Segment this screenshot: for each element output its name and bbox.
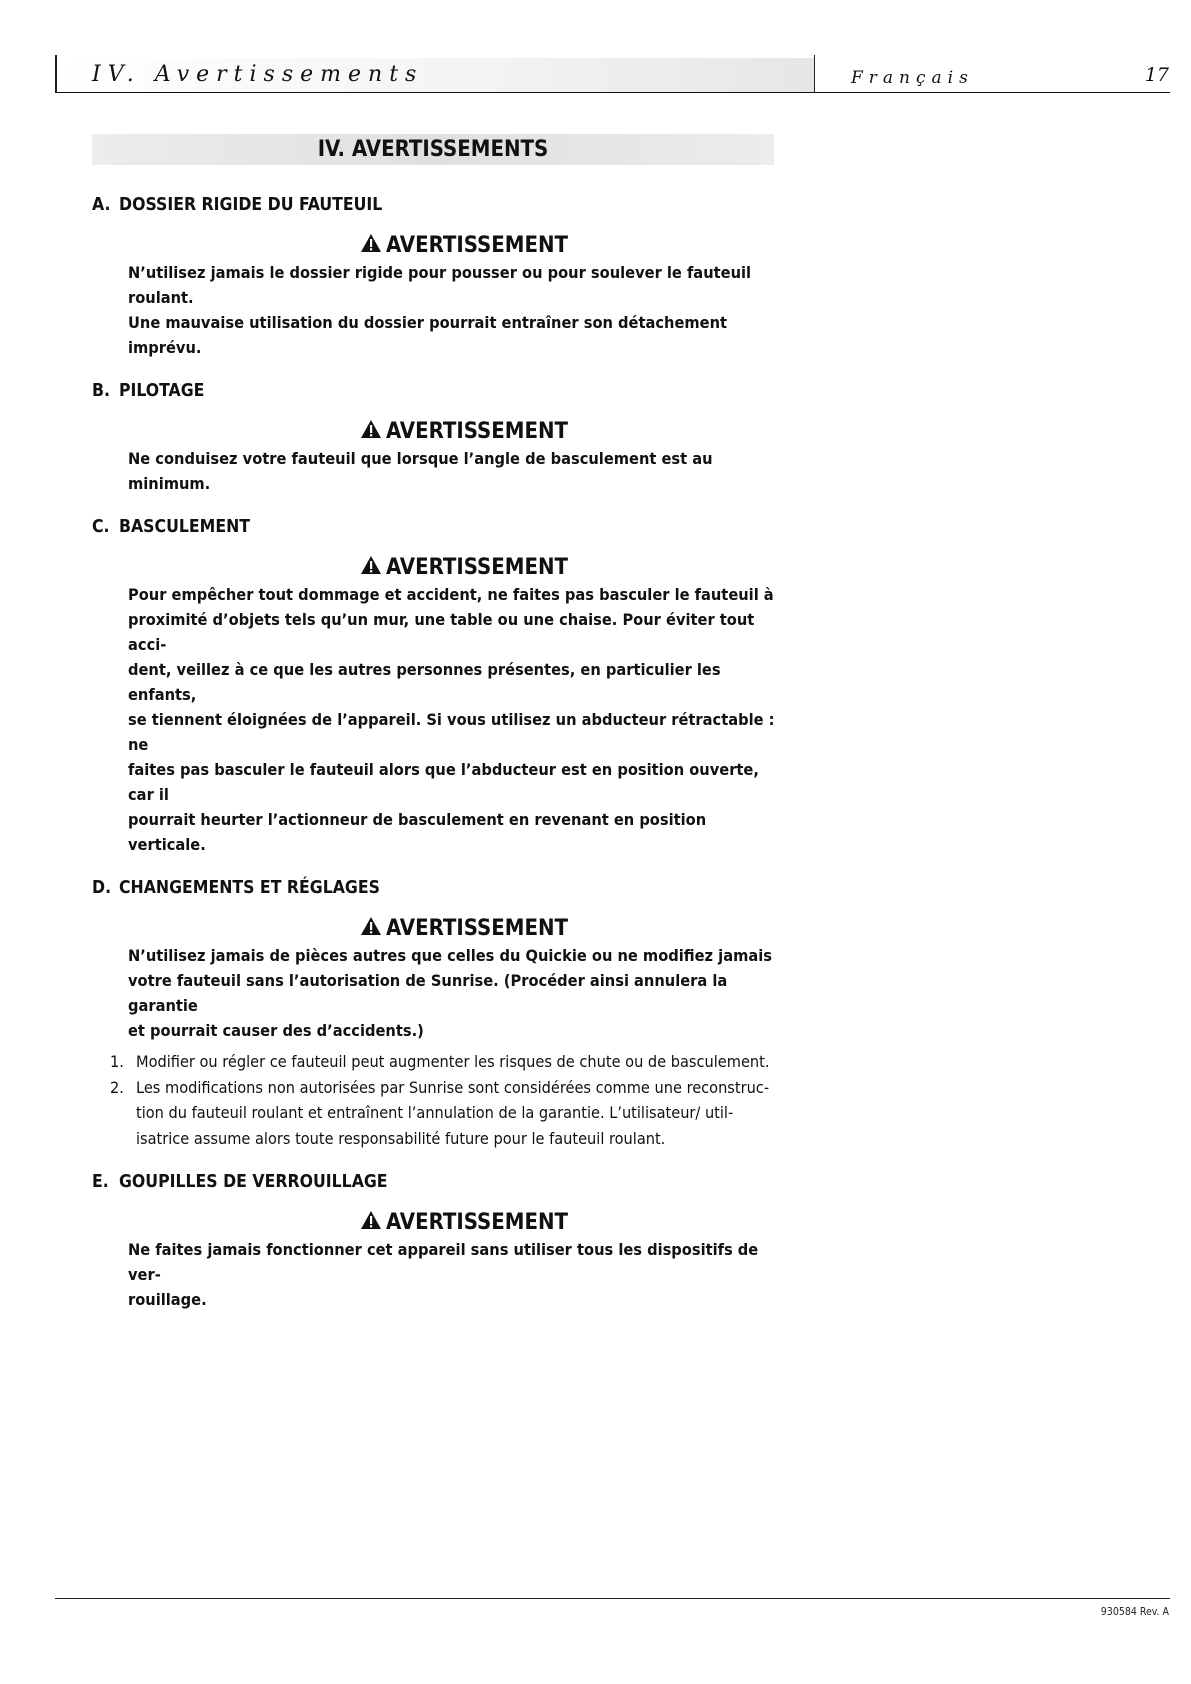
- section-heading: B. PILOTAGE: [92, 381, 205, 401]
- warning-title: AVERTISSEMENT: [92, 1209, 782, 1237]
- content-column: [92, 192, 782, 1312]
- footer-doc-ref: 930584 Rev. A: [1100, 1606, 1169, 1618]
- list-item: 1. Modifier ou régler ce fauteuil peut augmenter les risques de chute ou de basculement.: [110, 1052, 770, 1071]
- header-divider: [814, 55, 815, 93]
- numbered-list: [92, 1049, 790, 1151]
- section-heading: D. CHANGEMENTS ET RÉGLAGES: [92, 878, 380, 898]
- warning-triangle-icon: [360, 1210, 382, 1230]
- section-c: [92, 514, 782, 857]
- warning-triangle-icon: [360, 419, 382, 439]
- header-section-title: IV. Avertissements: [92, 62, 424, 87]
- warning-text: N’utilisez jamais de pièces autres que celles du Quickie ou ne modifiez jamais votre fauteuil sans l’autorisation de Sunrise. (Procéder ainsi annulera la garantie et pourrait causer des d’accidents.): [128, 946, 772, 1040]
- section-heading: E. GOUPILLES DE VERROUILLAGE: [92, 1172, 388, 1192]
- warning-title: AVERTISSEMENT: [92, 554, 782, 582]
- warning-triangle-icon: [360, 233, 382, 253]
- header-left-rule: [55, 55, 57, 93]
- warning-triangle-icon: [360, 555, 382, 575]
- section-e: [92, 1169, 782, 1312]
- warning-title: AVERTISSEMENT: [92, 915, 782, 943]
- warning-text: N’utilisez jamais le dossier rigide pour pousser ou pour soulever le fauteuil roulant. Une mauvaise utilisation du dossier pourrait entraîner son détachement imprévu.: [128, 263, 752, 357]
- section-b: [92, 378, 782, 496]
- header-rule: [55, 92, 1170, 93]
- section-heading: C. BASCULEMENT: [92, 517, 250, 537]
- header-language: Français: [851, 68, 974, 88]
- section-a: [92, 192, 782, 360]
- section-heading: A. DOSSIER RIGIDE DU FAUTEUIL: [92, 195, 383, 215]
- warning-triangle-icon: [360, 916, 382, 936]
- page-number: 17: [1144, 64, 1169, 86]
- warning-title: AVERTISSEMENT: [92, 418, 782, 446]
- warning-text: Ne conduisez votre fauteuil que lorsque l’angle de basculement est au minimum.: [128, 449, 713, 493]
- footer-rule: [55, 1598, 1170, 1599]
- page-title: IV. AVERTISSEMENTS: [92, 134, 774, 165]
- warning-text: Pour empêcher tout dommage et accident, ne faites pas basculer le fauteuil à proximité d’objets tels qu’un mur, une table ou une chaise. Pour éviter tout acci- dent, veillez à ce que les autres personnes présentes, en particulier les enfants, se tiennent éloignées de l’appareil. Si vous utilisez un abducteur rétractable : ne faites pas basculer le fauteuil alors que l’abducteur est en position ouverte, car il pourrait heurter l’actionneur de basculement en revenant en position verticale.: [128, 585, 775, 854]
- list-item: 2. Les modifications non autorisées par Sunrise sont considérées comme une reconstruc- tion du fauteuil roulant et entraînent l’annulation de la garantie. L’utilisateur/ util- isatrice assume alors toute responsabilité future pour le fauteuil roulant.: [110, 1077, 770, 1148]
- warning-title: AVERTISSEMENT: [92, 232, 782, 260]
- warning-text: Ne faites jamais fonctionner cet appareil sans utiliser tous les dispositifs de ver- rouillage.: [128, 1240, 759, 1309]
- section-d: [92, 875, 782, 1151]
